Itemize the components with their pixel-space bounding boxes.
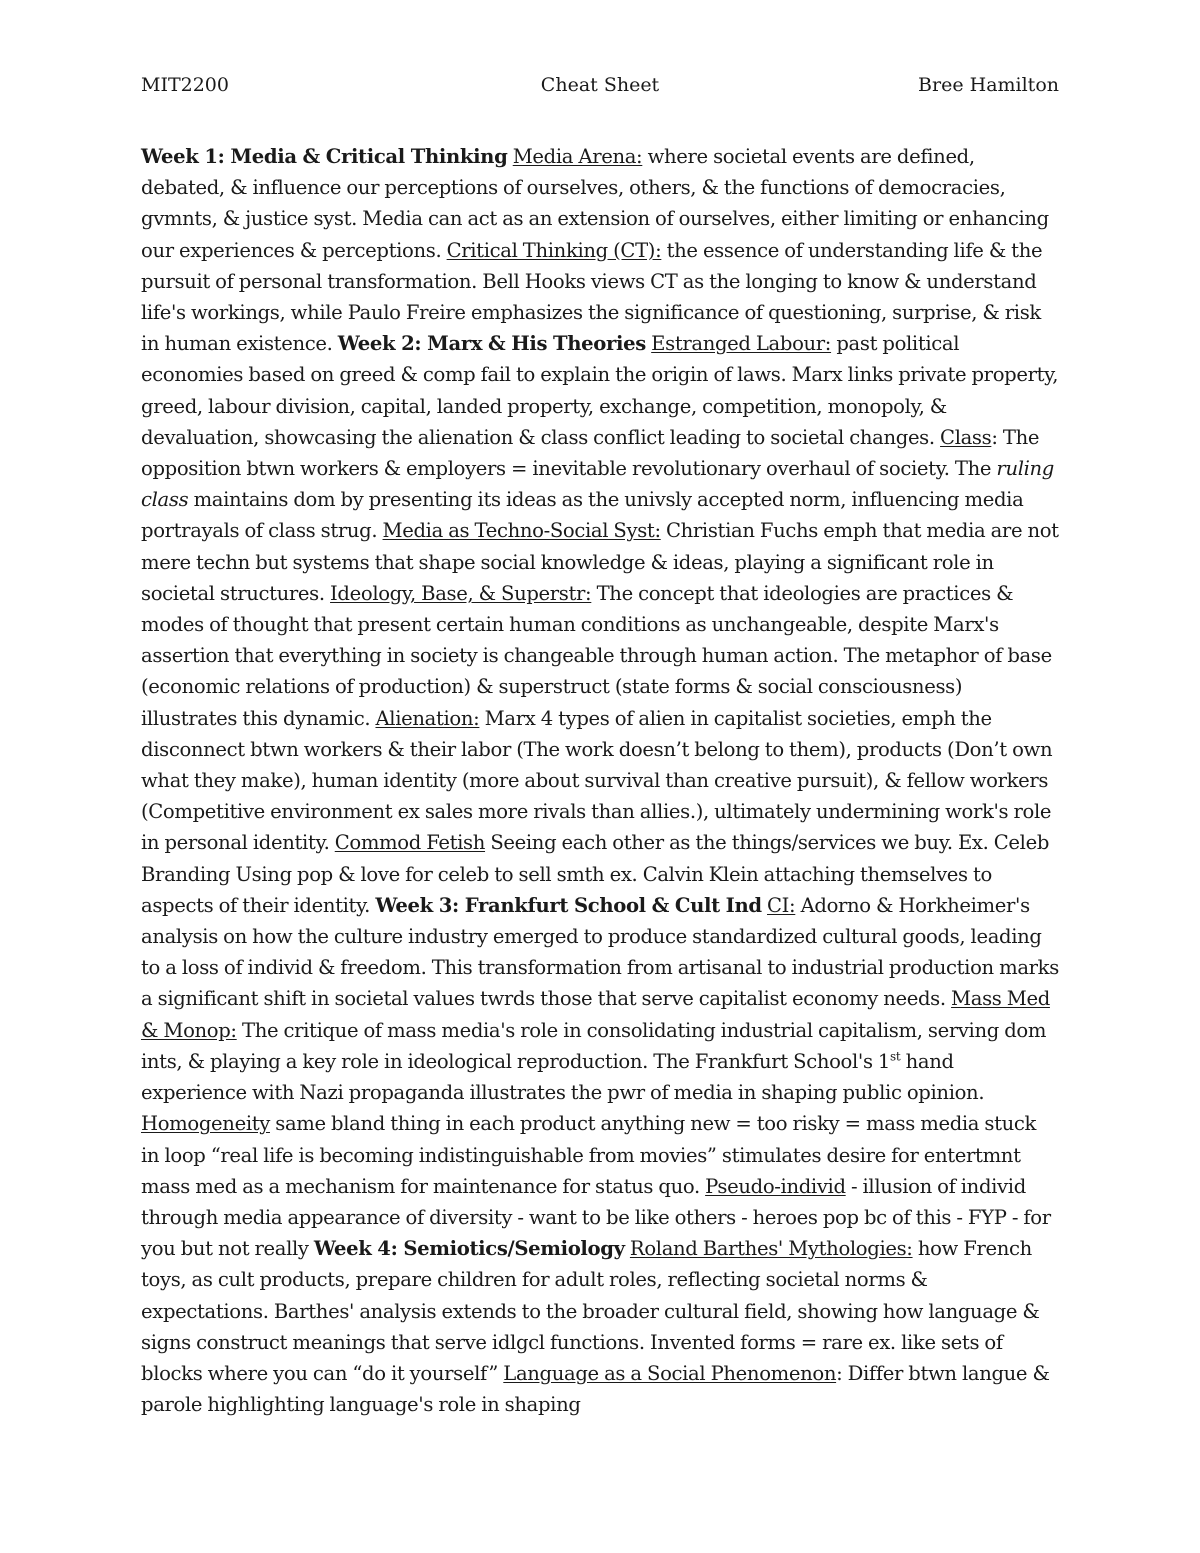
term-homogeneity: Homogeneity (141, 1112, 270, 1136)
definition-ruling-class: maintains dom by presenting its ideas as the univsly accepted norm, influencing media portrayals of class strug. (141, 488, 1024, 543)
definition-techno-social: Christian Fuchs emph that media are not mere techn but systems that shape social knowledge & ideas, playing a significant role in societal structures. (141, 519, 1059, 605)
term-class: Class (940, 425, 992, 449)
week-2-heading: Week 2: Marx & His Theories (337, 332, 646, 356)
definition-ci: Adorno & Horkheimer's analysis on how the culture industry emerged to produce standardized cultural goods, leading to a loss of individ & freedom. This transformation from artisanal to industrial production marks a significant shift in societal values twrds those that serve capitalist economy needs. (141, 893, 1059, 1011)
term-ideology: Ideology, Base, & Superstr: (330, 581, 592, 605)
term-language-social: Language as a Social Phenomenon (503, 1361, 837, 1385)
term-critical-thinking: Critical Thinking (CT): (446, 238, 662, 262)
page-header (141, 72, 1059, 98)
superscript-st: st (890, 1049, 901, 1064)
definition-class: : The opposition btwn workers & employers = inevitable revolutionary overhaul of society. The (141, 425, 1040, 481)
week-1-heading: Week 1: Media & Critical Thinking (141, 145, 508, 168)
term-alienation: Alienation: (375, 706, 480, 730)
term-barthes: Roland Barthes' Mythologies: (629, 1237, 913, 1261)
definition-pseudo-individ: - illusion of individ through media appearance of diversity - want to be like others - heroes pop bc of this - FYP - for you but not really (141, 1174, 1051, 1261)
definition-media-arena: where societal events are defined, debated, & influence our perceptions of ourselves, others, & the functions of democracies, gvmnts, & justice syst. Media can act as an extension of ourselves, either limiting or enhancing our experiences & perceptions. (141, 145, 1049, 262)
definition-estranged-labour: past political economies based on greed & comp fail to explain the origin of laws. Marx links private property, greed, labour division, capital, landed property, exchange, competition, monopoly, & devaluation, showcasing the alienation & class conflict leading to societal changes. (141, 332, 1059, 449)
definition-language-social: : Differ btwn langue & parole highlighting language's role in shaping (141, 1361, 1050, 1417)
definition-ideology: The concept that ideologies are practices & modes of thought that present certain human conditions as unchangeable, despite Marx's assertion that everything in society is changeable through human action. The metaphor of base (economic relations of production) & superstruct (state forms & social consciousness) illustrates this dynamic. (141, 581, 1052, 730)
definition-mass-med-a: The critique of mass media's role in consolidating industrial capitalism, serving dom ints, & playing a key role in ideological reproduction. The Frankfurt School's 1 (141, 1018, 1047, 1073)
term-media-arena: Media Arena: (512, 145, 643, 168)
term-techno-social: Media as Techno-Social Syst: (382, 519, 661, 543)
term-ruling-class: ruling class (141, 457, 1055, 512)
definition-mass-med-b: hand experience with Nazi propaganda illustrates the pwr of media in shaping public opinion. (141, 1049, 985, 1105)
definition-homogeneity: same bland thing in each product anything new = too risky = mass media stuck in loop “real life is becoming indistinguishable from movies” stimulates desire for entertmnt mass med as a mechanism for maintenance for status quo. (141, 1112, 1037, 1198)
header-author: Bree Hamilton (918, 74, 1059, 96)
week-3-heading: Week 3: Frankfurt School & Cult Ind (375, 893, 762, 917)
cheat-sheet-body (141, 141, 1059, 1420)
definition-alienation: Marx 4 types of alien in capitalist societies, emph the disconnect btwn workers & their labor (The work doesn’t belong to them), products (Don’t own what they make), human identity (more about survival than creative pursuit), & fellow workers (Competitive environment ex sales more rivals than allies.), ultimately undermining work's role in personal identity. (141, 706, 1053, 855)
week-4-heading: Week 4: Semiotics/Semiology (313, 1237, 625, 1261)
header-course-code: MIT2200 (141, 74, 229, 96)
definition-commod-fetish: Seeing each other as the things/services we buy. Ex. Celeb Branding Using pop & love for celeb to sell smth ex. Calvin Klein attaching themselves to aspects of their identity. (141, 831, 1050, 917)
term-ci: CI: (767, 893, 796, 917)
definition-barthes: how French toys, as cult products, prepare children for adult roles, reflecting societal norms & expectations. Barthes' analysis extends to the broader cultural field, showing how language & signs construct meanings that serve idlgcl functions. Invented forms = rare ex. like sets of blocks where you can “do it yourself” (141, 1237, 1040, 1385)
header-title: Cheat Sheet (540, 74, 660, 96)
term-mass-med: Mass Med & Monop: (141, 987, 1050, 1042)
term-estranged-labour: Estranged Labour: (651, 332, 832, 356)
term-pseudo-individ: Pseudo-individ (705, 1174, 846, 1198)
definition-critical-thinking: the essence of understanding life & the pursuit of personal transformation. Bell Hooks views CT as the longing to know & understand life's workings, while Paulo Freire emphasizes the significance of questioning, surprise, & risk in human existence. (141, 238, 1043, 356)
term-commod-fetish: Commod Fetish (334, 831, 486, 855)
